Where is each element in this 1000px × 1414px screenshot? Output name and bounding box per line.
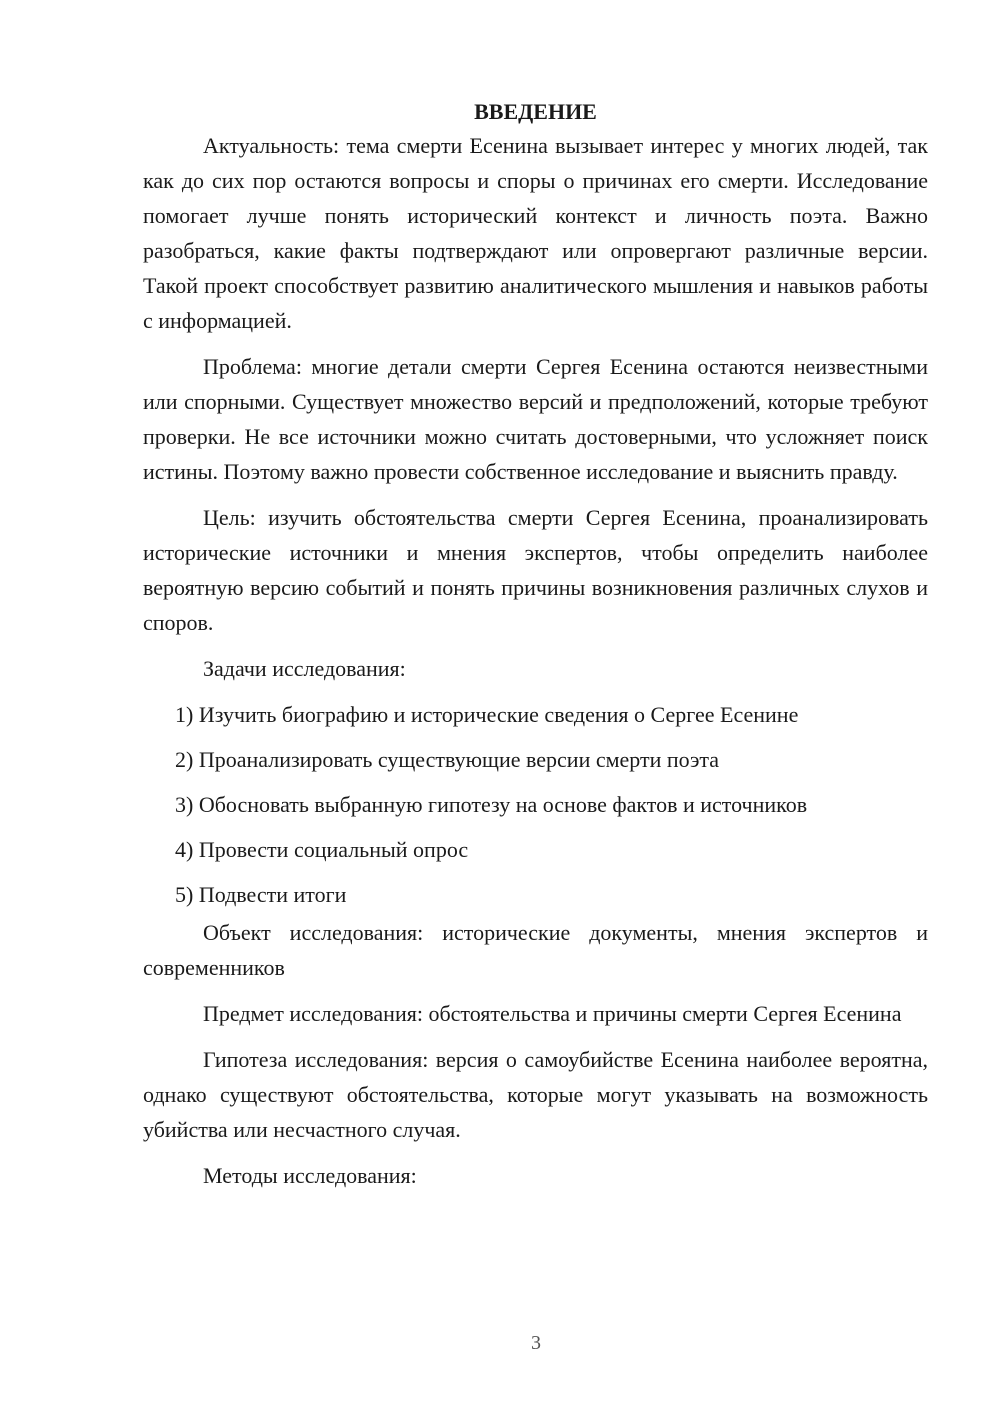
list-item: 5) Подвести итоги: [175, 882, 347, 907]
paragraph-object: Объект исследования: исторические документы, мнения экспертов и современников: [143, 920, 928, 980]
list-item: 4) Провести социальный опрос: [175, 837, 469, 862]
methods-heading: Методы исследования:: [203, 1163, 417, 1188]
page-number: 3: [531, 1332, 541, 1354]
list-item: 1) Изучить биографию и исторические сведения о Сергее Есенине: [175, 702, 799, 727]
paragraph-subject: Предмет исследования: обстоятельства и причины смерти Сергея Есенина: [203, 1001, 902, 1026]
paragraph-goal: Цель: изучить обстоятельства смерти Сергея Есенина, проанализировать исторические источники и мнения экспертов, чтобы определить наиболее вероятную версию событий и понять причины возникновения различных слухов и споров.: [143, 505, 928, 635]
document-page: [143, 94, 928, 1204]
list-item: 2) Проанализировать существующие версии смерти поэта: [175, 747, 720, 772]
section-title: ВВЕДЕНИЕ: [474, 99, 597, 124]
paragraph-relevance: Актуальность: тема смерти Есенина вызывает интерес у многих людей, так как до сих пор остаются вопросы и споры о причинах его смерти. Исследование помогает лучше понять исторический контекст и личность поэта. Важно разобраться, какие факты подтверждают или опровергают различные версии. Такой проект способствует развитию аналитического мышления и навыков работы с информацией.: [143, 133, 928, 333]
tasks-list: [143, 697, 928, 912]
paragraph-hypothesis: Гипотеза исследования: версия о самоубийстве Есенина наиболее вероятна, однако существуют обстоятельства, которые могут указывать на возможность убийства или несчастного случая.: [143, 1047, 928, 1142]
paragraph-problem: Проблема: многие детали смерти Сергея Есенина остаются неизвестными или спорными. Существует множество версий и предположений, которые требуют проверки. Не все источники можно считать достоверными, что усложняет поиск истины. Поэтому важно провести собственное исследование и выяснить правду.: [143, 354, 928, 484]
tasks-heading: Задачи исследования:: [203, 656, 406, 681]
list-item: 3) Обосновать выбранную гипотезу на основе фактов и источников: [175, 792, 808, 817]
